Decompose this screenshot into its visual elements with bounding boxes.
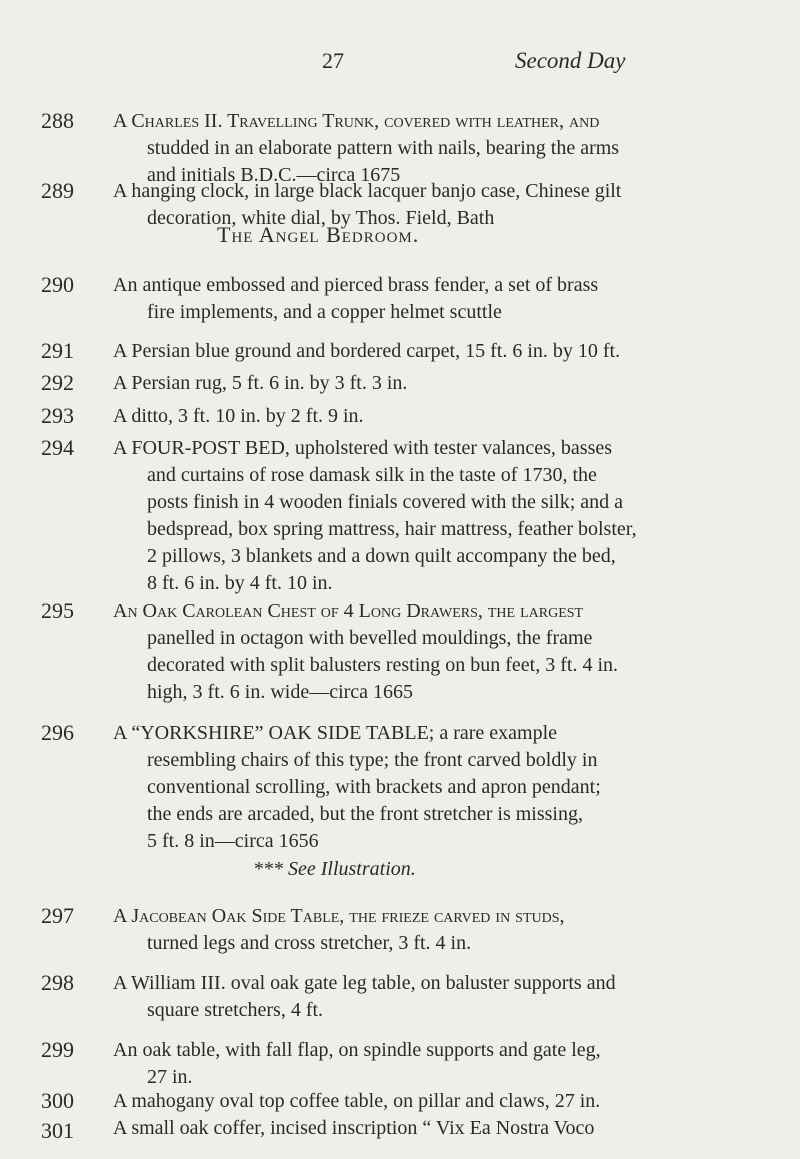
page-header <box>0 48 800 78</box>
lot-number: 294 <box>41 435 74 460</box>
lot-description: An antique embossed and pierced brass fender, a set of brass fire implements, and a copper helmet scuttle <box>113 274 599 323</box>
page-number: 27 <box>322 48 344 73</box>
lot-description: A Jacobean Oak Side Table, the frieze carved in studs, turned legs and cross stretcher, 3 ft. 4 in. <box>113 905 565 954</box>
lot-number: 298 <box>41 970 74 995</box>
lot-number: 288 <box>41 108 74 133</box>
lot-number: 296 <box>41 720 74 745</box>
lot-description: An Oak Carolean Chest of 4 Long Drawers, the largest panelled in octagon with bevelled mouldings, the frame decorated with split balusters resting on bun feet, 3 ft. 4 in. high, 3 ft. 6 in. wide—circa 1665 <box>113 600 619 703</box>
lot-description: A Persian rug, 5 ft. 6 in. by 3 ft. 3 in. <box>113 372 408 394</box>
lot-description: A William III. oval oak gate leg table, on baluster supports and square stretchers, 4 ft. <box>113 972 616 1021</box>
day-heading: Second Day <box>515 48 626 73</box>
lot-description: A Persian blue ground and bordered carpet, 15 ft. 6 in. by 10 ft. <box>113 340 621 362</box>
lot-number: 299 <box>41 1037 74 1062</box>
lot-description: A ditto, 3 ft. 10 in. by 2 ft. 9 in. <box>113 405 364 427</box>
lot-number: 301 <box>41 1118 74 1143</box>
lot-description: An oak table, with fall flap, on spindle supports and gate leg, 27 in. <box>113 1039 601 1088</box>
lot-description: A “YORKSHIRE” OAK SIDE TABLE; a rare example resembling chairs of this type; the front carved boldly in conventional scrolling, with brackets and apron pendant; the ends are arcaded, but the front stretcher is missing, 5 ft. 8 in—circa 1656 <box>113 722 601 852</box>
lot-description: A small oak coffer, incised inscription “ Vix Ea Nostra Voco <box>113 1117 595 1139</box>
lot-number: 291 <box>41 338 74 363</box>
lot-number: 297 <box>41 903 74 928</box>
illustration-note: *** See Illustration. <box>253 858 416 880</box>
lot-number: 289 <box>41 178 74 203</box>
lot-number: 290 <box>41 272 74 297</box>
section-title: The Angel Bedroom. <box>217 222 420 247</box>
lot-number: 293 <box>41 403 74 428</box>
lot-number: 292 <box>41 370 74 395</box>
lot-description: A Charles II. Travelling Trunk, covered with leather, and studded in an elaborate pattern with nails, bearing the arms and initials B.D.C.—circa 1675 <box>113 110 620 186</box>
lot-description: A hanging clock, in large black lacquer banjo case, Chinese gilt decoration, white dial, by Thos. Field, Bath <box>113 180 622 229</box>
lot-description: A mahogany oval top coffee table, on pillar and claws, 27 in. <box>113 1090 601 1112</box>
lot-description: A FOUR-POST BED, upholstered with tester valances, basses and curtains of rose damask silk in the taste of 1730, the posts finish in 4 wooden finials covered with the silk; and a bedspread, box spring mattress, hair mattress, feather bolster, 2 pillows, 3 blankets and a down quilt accompany the bed, 8 ft. 6 in. by 4 ft. 10 in. <box>113 437 637 594</box>
lot-number: 295 <box>41 598 74 623</box>
lot-number: 300 <box>41 1088 74 1113</box>
